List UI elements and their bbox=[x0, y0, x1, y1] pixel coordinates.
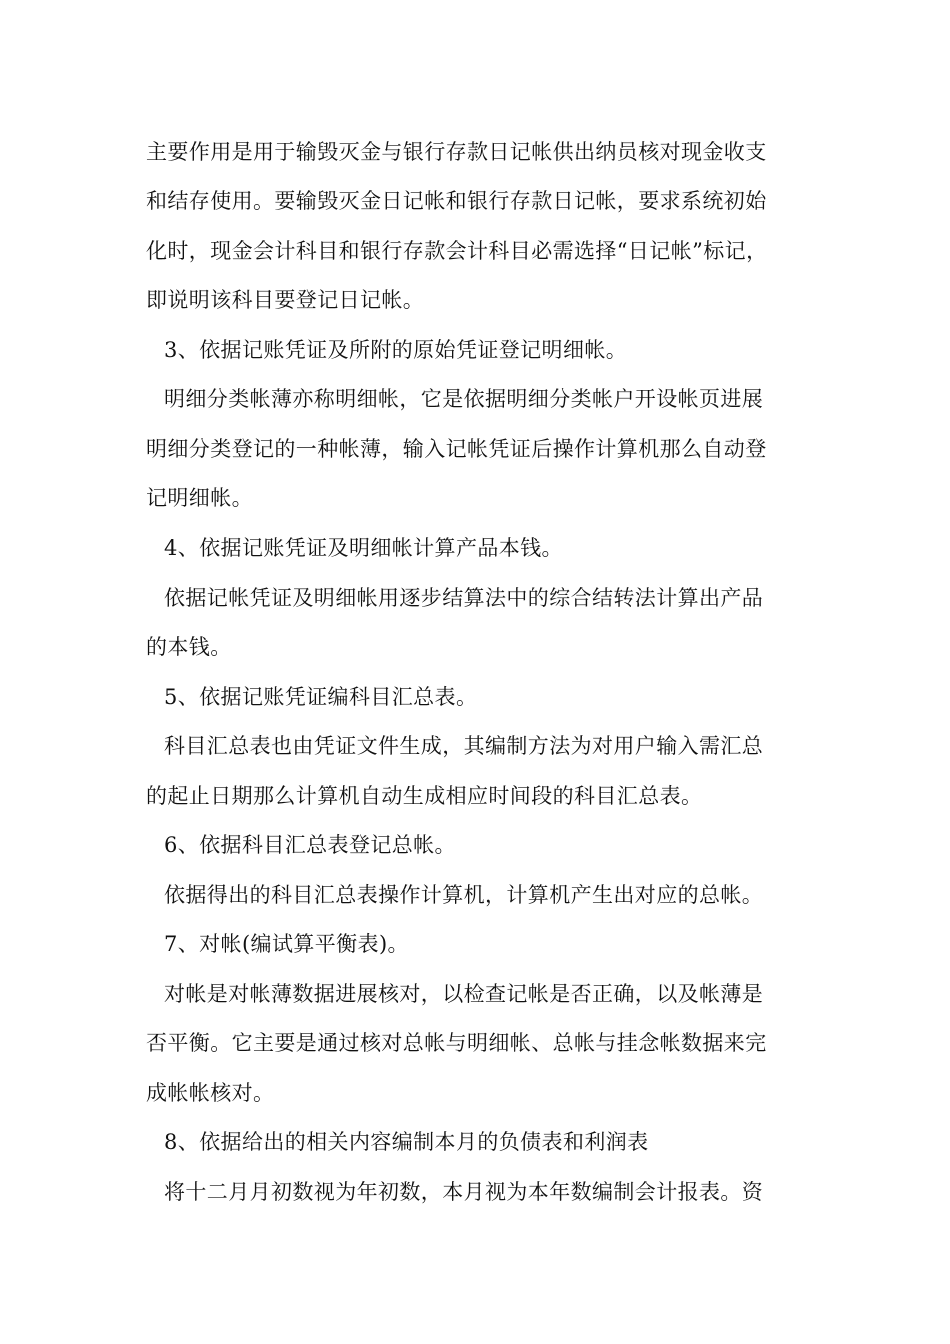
section-heading: 4、依据记账凭证及明细帐计算产品本钱。 bbox=[164, 536, 563, 560]
text-line: 将十二月月初数视为年初数，本月视为本年数编制会计报表。资 bbox=[164, 1180, 764, 1204]
section-heading: 5、依据记账凭证编科目汇总表。 bbox=[164, 685, 478, 709]
section-heading: 6、依据科目汇总表登记总帐。 bbox=[164, 833, 456, 857]
section-heading: 3、依据记账凭证及所附的原始凭证登记明细帐。 bbox=[164, 338, 628, 362]
text-line: 主要作用是用于输毁灭金与银行存款日记帐供出纳员核对现金收支 bbox=[146, 140, 767, 164]
text-line: 科目汇总表也由凭证文件生成，其编制方法为对用户输入需汇总 bbox=[164, 734, 764, 758]
text-line: 明细分类帐薄亦称明细帐，它是依据明细分类帐户开设帐页进展 bbox=[164, 387, 764, 411]
text-line: 记明细帐。 bbox=[146, 486, 253, 510]
text-line: 成帐帐核对。 bbox=[146, 1081, 275, 1105]
section-heading: 7、对帐(编试算平衡表)。 bbox=[164, 932, 409, 956]
text-line: 对帐是对帐薄数据进展核对，以检查记帐是否正确，以及帐薄是 bbox=[164, 982, 764, 1006]
text-line: 否平衡。它主要是通过核对总帐与明细帐、总帐与挂念帐数据来完 bbox=[146, 1031, 767, 1055]
text-line: 和结存使用。要输毁灭金日记帐和银行存款日记帐，要求系统初始 bbox=[146, 189, 767, 213]
section-heading: 8、依据给出的相关内容编制本月的负债表和利润表 bbox=[164, 1130, 649, 1154]
text-line: 化时，现金会计科目和银行存款会计科目必需选择“日记帐”标记， bbox=[146, 239, 768, 263]
text-line: 明细分类登记的一种帐薄，输入记帐凭证后操作计算机那么自动登 bbox=[146, 437, 767, 461]
text-line: 依据记帐凭证及明细帐用逐步结算法中的综合结转法计算出产品 bbox=[164, 586, 764, 610]
text-line: 即说明该科目要登记日记帐。 bbox=[146, 288, 425, 312]
text-line: 依据得出的科目汇总表操作计算机，计算机产生出对应的总帐。 bbox=[164, 883, 764, 907]
text-line: 的起止日期那么计算机自动生成相应时间段的科目汇总表。 bbox=[146, 784, 703, 808]
text-line: 的本钱。 bbox=[146, 635, 232, 659]
